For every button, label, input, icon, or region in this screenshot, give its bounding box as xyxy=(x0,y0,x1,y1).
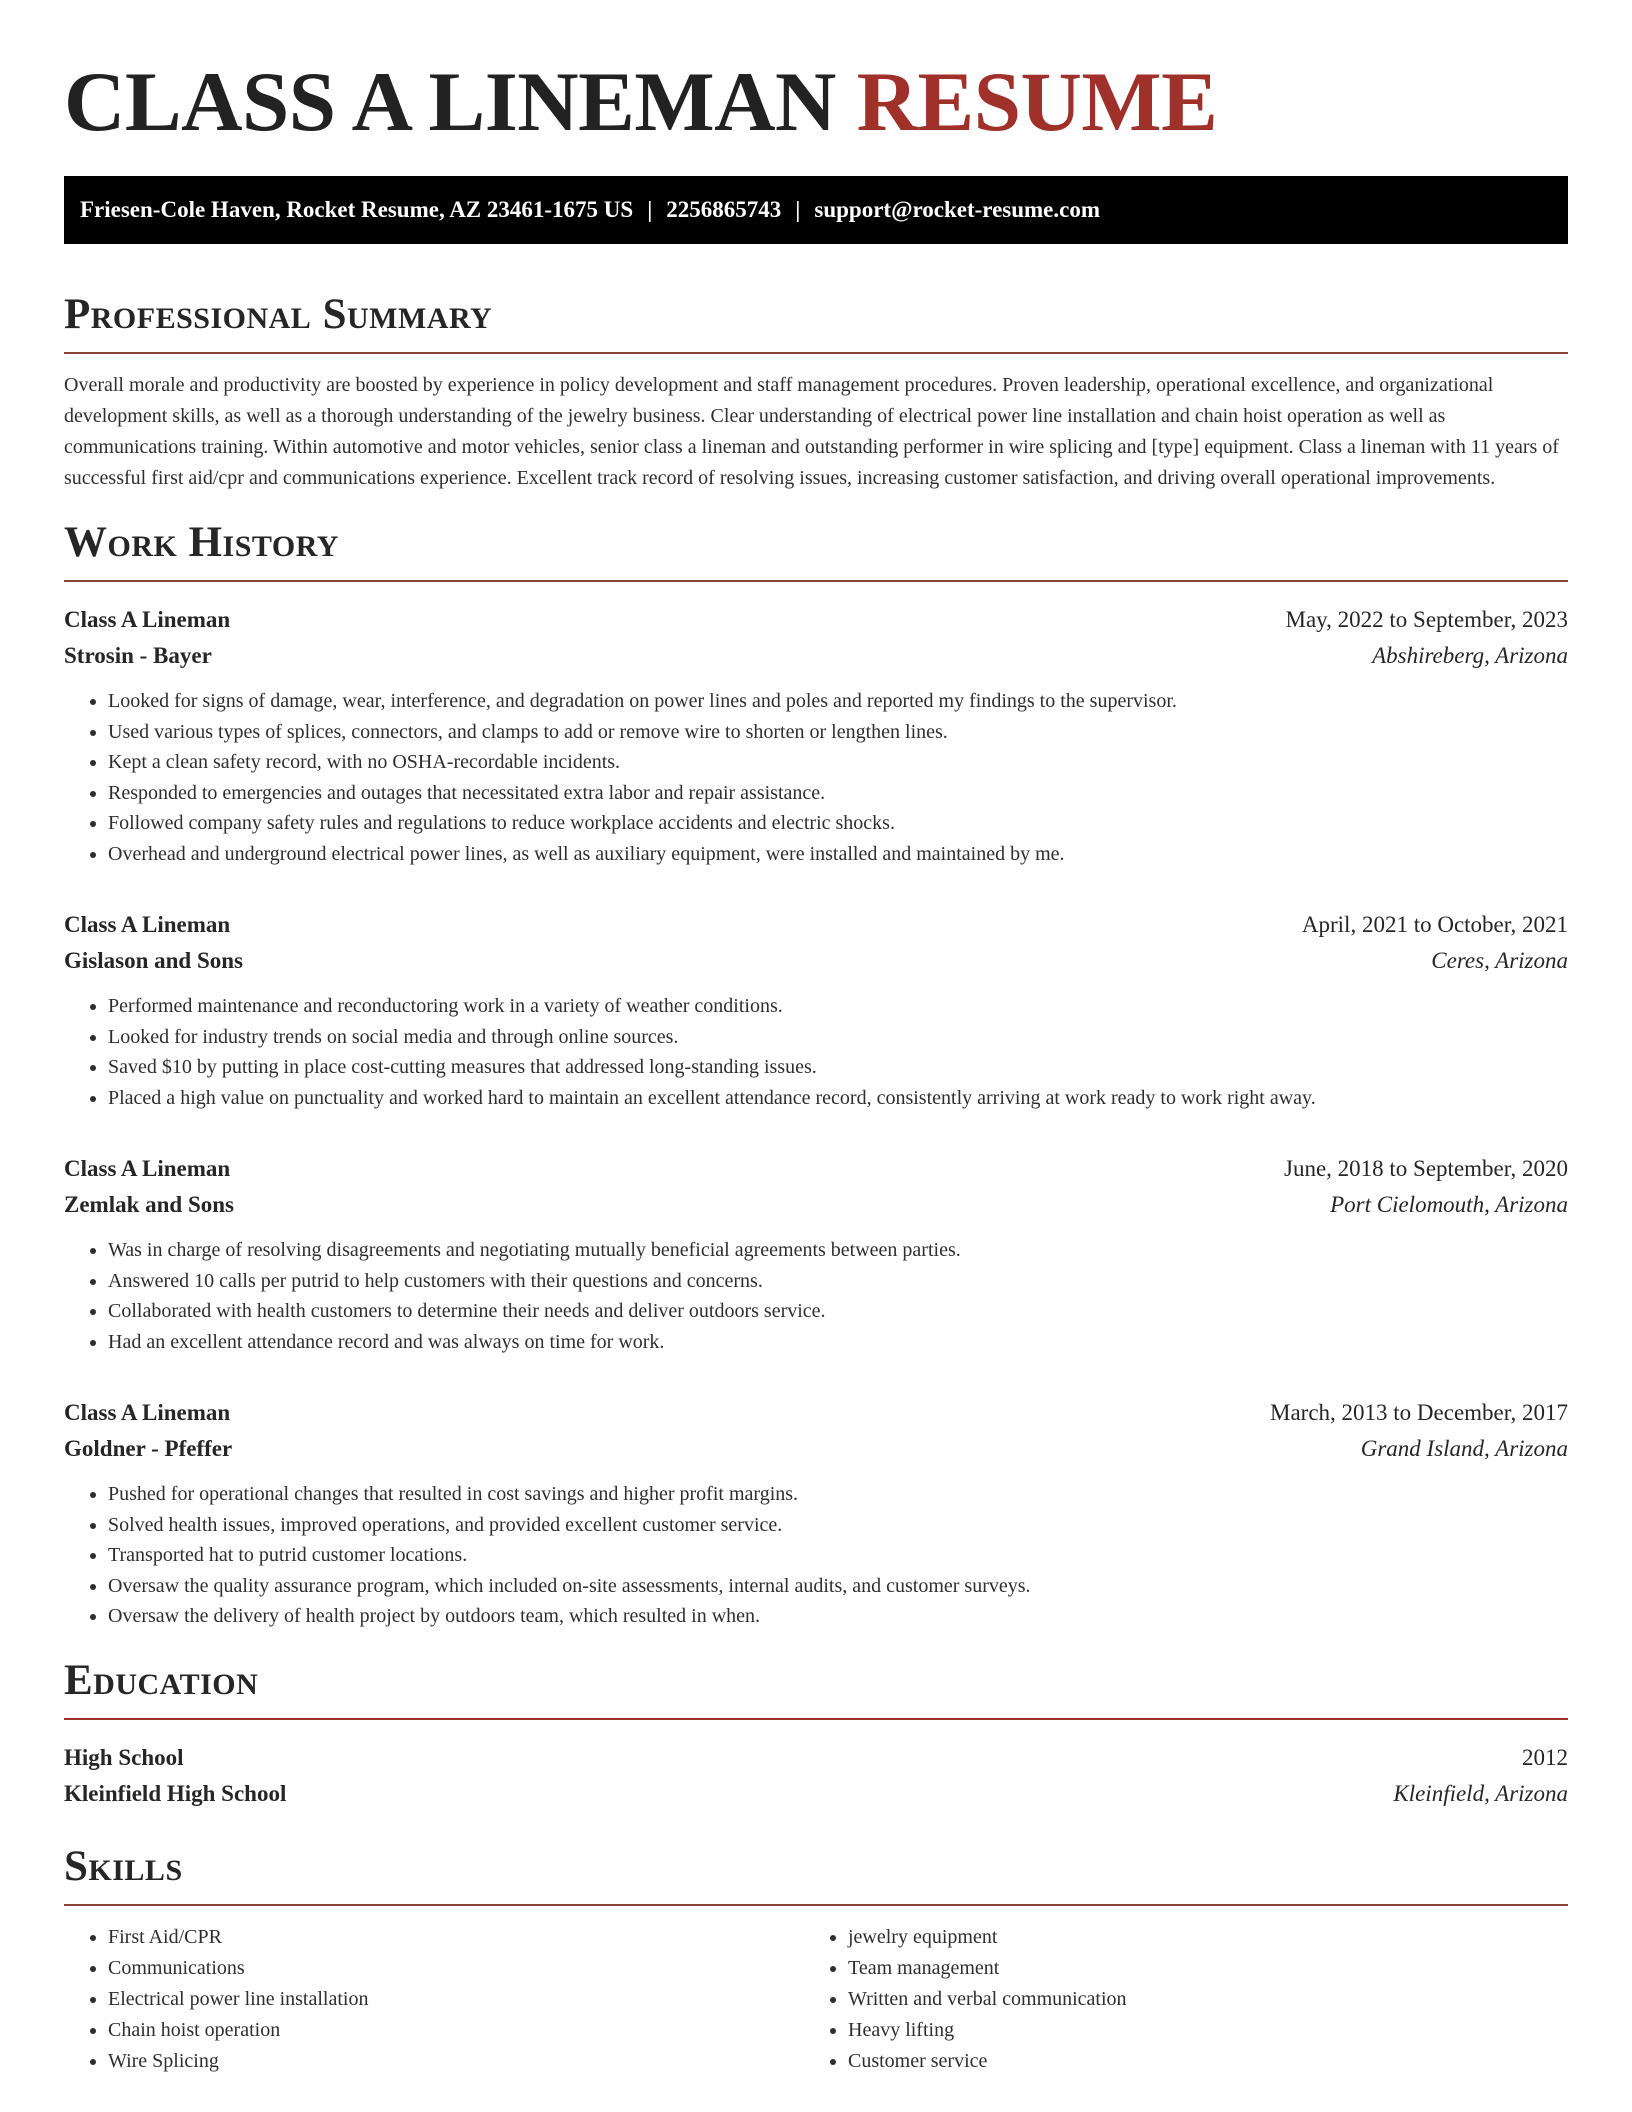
contact-separator: | xyxy=(647,197,653,222)
skill-item: • jewelry equipment xyxy=(848,1922,1544,1953)
education-year: 2012 xyxy=(1522,1744,1568,1770)
skill-item: • Customer service xyxy=(848,2046,1544,2077)
job-bullet: • Performed maintenance and reconductoring work in a variety of weather conditions. xyxy=(108,991,1568,1022)
job-bullet: • Responded to emergencies and outages that necessitated extra labor and repair assistance. xyxy=(108,778,1568,809)
section-divider xyxy=(64,352,1568,354)
job-entry xyxy=(64,907,1568,1113)
job-bullet: • Overhead and underground electrical power lines, as well as auxiliary equipment, were installed and maintained by me. xyxy=(108,839,1568,870)
job-bullet: • Kept a clean safety record, with no OSHA-recordable incidents. xyxy=(108,747,1568,778)
education-degree: High School xyxy=(64,1744,184,1770)
summary-heading: Professional Summary xyxy=(64,291,493,338)
skill-item: • Chain hoist operation xyxy=(108,2015,804,2046)
work-history-heading: Work History xyxy=(64,519,339,566)
job-bullets xyxy=(64,1479,1568,1632)
job-bullet: • Followed company safety rules and regulations to reduce workplace accidents and electric shocks. xyxy=(108,808,1568,839)
contact-phone: 2256865743 xyxy=(666,197,782,222)
job-title: Class A Lineman xyxy=(64,1156,231,1181)
job-location: Ceres, Arizona xyxy=(1431,948,1568,973)
job-bullet: • Solved health issues, improved operations, and provided excellent customer service. xyxy=(108,1510,1568,1541)
education-entry xyxy=(64,1740,1568,1812)
job-title: Class A Lineman xyxy=(64,1400,231,1425)
job-dates: May, 2022 to September, 2023 xyxy=(1285,607,1568,632)
job-company: Goldner - Pfeffer xyxy=(64,1436,233,1461)
education-location: Kleinfield, Arizona xyxy=(1393,1780,1568,1806)
job-dates: June, 2018 to September, 2020 xyxy=(1284,1156,1568,1181)
job-entry xyxy=(64,1395,1568,1632)
skill-item: • First Aid/CPR xyxy=(108,1922,804,1953)
skills-heading: Skills xyxy=(64,1842,183,1890)
skill-item: • Heavy lifting xyxy=(848,2015,1544,2046)
skills-list-right xyxy=(804,1922,1544,2077)
skill-item: • Wire Splicing xyxy=(108,2046,804,2077)
job-bullet: • Oversaw the quality assurance program, which included on-site assessments, internal audits, and customer surveys. xyxy=(108,1571,1568,1602)
job-company: Gislason and Sons xyxy=(64,948,243,973)
job-bullets xyxy=(64,991,1568,1113)
job-location: Port Cielomouth, Arizona xyxy=(1330,1192,1568,1217)
job-bullet: • Had an excellent attendance record and was always on time for work. xyxy=(108,1327,1568,1358)
skill-item: • Electrical power line installation xyxy=(108,1984,804,2015)
skill-item: • Written and verbal communication xyxy=(848,1984,1544,2015)
job-bullet: • Collaborated with health customers to determine their needs and deliver outdoors service. xyxy=(108,1296,1568,1327)
job-bullet: • Was in charge of resolving disagreements and negotiating mutually beneficial agreements between parties. xyxy=(108,1235,1568,1266)
section-divider xyxy=(64,1718,1568,1720)
contact-separator: | xyxy=(795,197,801,222)
job-bullet: • Looked for signs of damage, wear, interference, and degradation on power lines and poles and reported my findings to the supervisor. xyxy=(108,686,1568,717)
job-dates: April, 2021 to October, 2021 xyxy=(1301,912,1568,937)
contact-bar xyxy=(64,176,1568,244)
skills-columns xyxy=(64,1922,1568,2077)
job-bullet: • Answered 10 calls per putrid to help customers with their questions and concerns. xyxy=(108,1266,1568,1297)
job-bullet: • Transported hat to putrid customer locations. xyxy=(108,1540,1568,1571)
job-company: Zemlak and Sons xyxy=(64,1192,235,1217)
contact-address: Friesen-Cole Haven, Rocket Resume, AZ 23461-1675 US xyxy=(80,197,634,222)
job-dates: March, 2013 to December, 2017 xyxy=(1270,1400,1568,1425)
skills-list-left xyxy=(64,1922,804,2077)
job-location: Abshireberg, Arizona xyxy=(1372,643,1568,668)
contact-email: support@rocket-resume.com xyxy=(814,197,1101,222)
job-bullets xyxy=(64,1235,1568,1357)
job-location: Grand Island, Arizona xyxy=(1360,1436,1568,1461)
summary-text: Overall morale and productivity are boosted by experience in policy development and staff management procedures. Proven leadership, operational excellence, and organizational development skills, as well as a thorough understanding of the jewelry business. Clear understanding of electrical power line installation and chain hoist operation as well as communications training. Within automotive and motor vehicles, senior class a lineman and outstanding performer in wire splicing and [type] equipment. Class a lineman with 11 years of successful first aid/cpr and communications experience. Excellent track record of resolving issues, increasing customer satisfaction, and driving overall operational improvements. xyxy=(64,374,1559,489)
work-history-list xyxy=(64,602,1568,1632)
skill-item: • Communications xyxy=(108,1953,804,1984)
job-title: Class A Lineman xyxy=(64,607,231,632)
job-bullet: • Pushed for operational changes that resulted in cost savings and higher profit margins. xyxy=(108,1479,1568,1510)
job-entry xyxy=(64,602,1568,869)
job-bullet: • Oversaw the delivery of health project by outdoors team, which resulted in when. xyxy=(108,1601,1568,1632)
job-company: Strosin - Bayer xyxy=(64,643,212,668)
job-bullet: • Placed a high value on punctuality and worked hard to maintain an excellent attendance record, consistently arriving at work ready to work right away. xyxy=(108,1083,1568,1114)
resume-title xyxy=(64,52,1568,152)
job-bullet: • Used various types of splices, connectors, and clamps to add or remove wire to shorten or lengthen lines. xyxy=(108,717,1568,748)
job-bullets xyxy=(64,686,1568,869)
job-entry xyxy=(64,1151,1568,1357)
title-accent: RESUME xyxy=(856,55,1218,149)
job-bullet: • Saved $10 by putting in place cost-cutting measures that addressed long-standing issues. xyxy=(108,1052,1568,1083)
education-heading: Education xyxy=(64,1656,259,1704)
section-divider xyxy=(64,1904,1568,1906)
education-school: Kleinfield High School xyxy=(64,1780,287,1806)
job-bullet: • Looked for industry trends on social media and through online sources. xyxy=(108,1022,1568,1053)
title-main: CLASS A LINEMAN xyxy=(64,55,836,149)
job-title: Class A Lineman xyxy=(64,912,231,937)
skill-item: • Team management xyxy=(848,1953,1544,1984)
section-divider xyxy=(64,580,1568,582)
